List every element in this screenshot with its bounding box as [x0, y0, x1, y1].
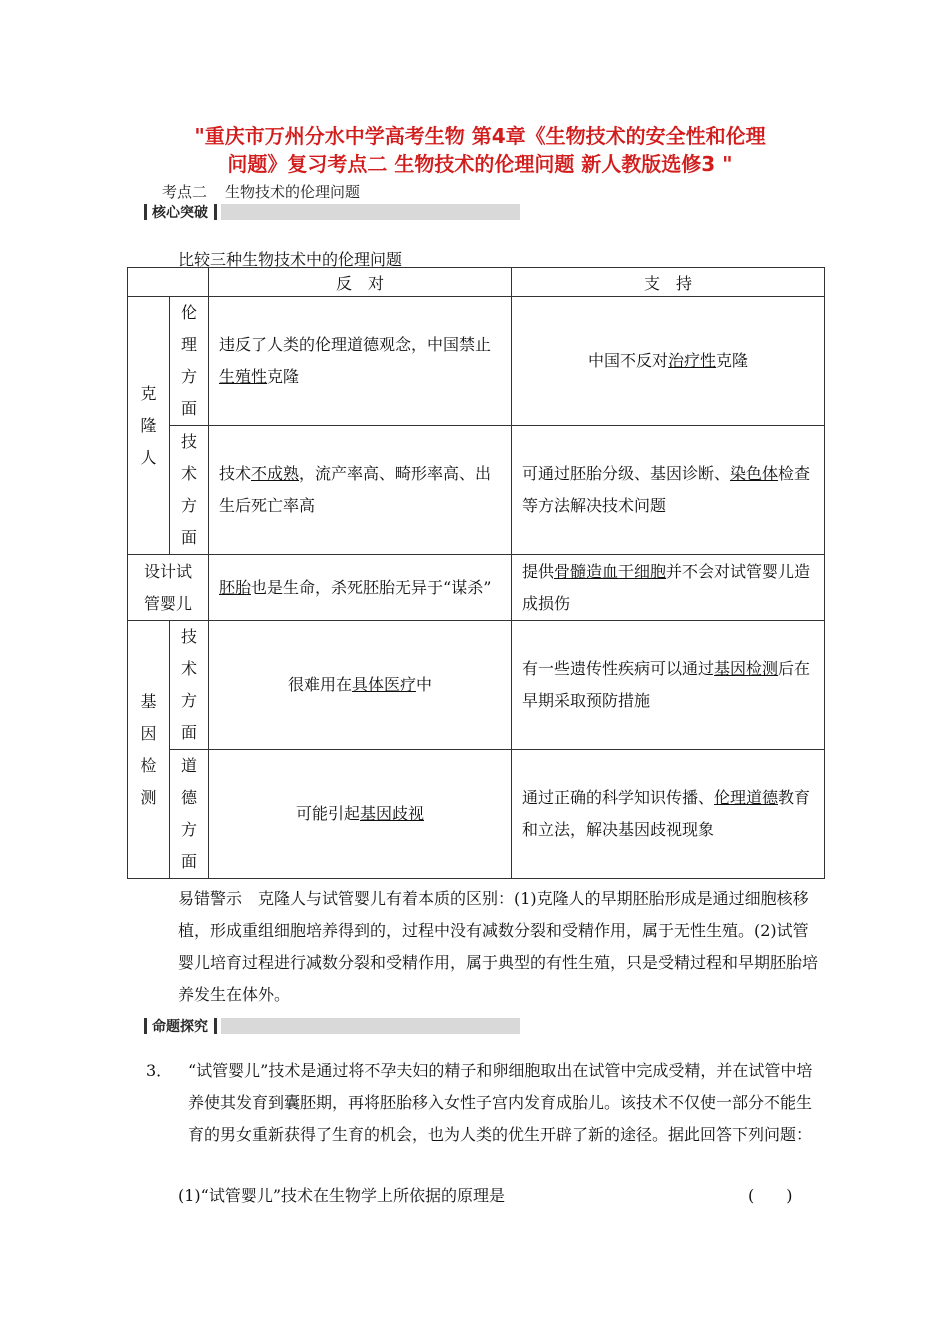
header-empty-cell [128, 268, 209, 297]
clone-ethics-support-b: 治疗性 [667, 351, 716, 370]
gene-tech-oppose-b: 具体医疗 [351, 675, 416, 694]
clone-tech-support-c: 检查等方法解决技术问题 [522, 464, 811, 515]
answer-blank[interactable]: ( ) [748, 1186, 793, 1205]
banner-bar-icon [144, 204, 147, 220]
gene-moral-oppose-a: 可能引起 [295, 804, 360, 823]
table-row [128, 297, 825, 426]
clone-label: 克隆人 [140, 383, 157, 467]
gene-label: 基因检测 [140, 691, 157, 807]
question-text: “试管婴儿”技术是通过将不孕夫妇的精子和卵细胞取出在试管中完成受精，并在试管中培养使其发育到囊胚期，再将胚胎移入女性子宫内发育成胎儿。该技术不仅使一部分不能生育的男女重新获得了生育的机会，也为人类的优生开辟了新的途径。据此回答下列问题： [188, 1061, 813, 1144]
section-subheading [162, 181, 360, 202]
warning-paragraph: 易错警示 克隆人与试管婴儿有着本质的区别：(1)克隆人的早期胚胎形成是通过细胞核移植，形成重组细胞培养得到的，过程中没有减数分裂和受精作用，属于无性生殖。(2)试管婴儿培育过程进行减数分裂和受精作用，属于典型的有性生殖，只是受精过程和早期胚胎培养发生在体外。 [178, 889, 819, 1004]
table-header-row [128, 268, 825, 297]
clone-tech-support-b: 染色体 [730, 464, 779, 483]
clone-tech-oppose [209, 426, 512, 555]
design-support-a: 提供 [522, 561, 555, 581]
design-support-b: 骨髓造血干细胞 [554, 561, 667, 581]
design-label: 设计试管婴儿 [143, 561, 192, 613]
banner-core-breakthrough [144, 203, 520, 221]
banner-fill [221, 1018, 520, 1034]
clone-ethics-oppose-b: 生殖性 [219, 367, 268, 386]
clone-label-cell [128, 297, 170, 555]
clone-ethics-label: 伦理方面 [181, 303, 198, 418]
gene-moral-oppose-b: 基因歧视 [360, 804, 425, 823]
banner-fill [221, 204, 520, 220]
clone-tech-support-a: 可通过胚胎分级、基因诊断、 [522, 464, 731, 483]
gene-moral-oppose [209, 750, 512, 879]
clone-tech-label: 技术方面 [181, 432, 198, 547]
gene-moral-label-cell [170, 750, 209, 879]
clone-ethics-oppose [209, 297, 512, 426]
table-row [128, 750, 825, 879]
banner-bar-icon [214, 1018, 217, 1034]
banner-bar-icon [144, 1018, 147, 1034]
gene-tech-support-a: 有一些遗传性疾病可以通过 [522, 659, 715, 678]
clone-ethics-oppose-c: 克隆 [267, 367, 300, 386]
clone-tech-oppose-c: ，流产率高、畸形率高、出生后死亡率高 [219, 464, 492, 515]
clone-tech-oppose-a: 技术 [219, 464, 252, 483]
clone-ethics-oppose-a: 违反了人类的伦理道德观念，中国禁止 [219, 335, 492, 354]
design-oppose-a: 胚胎 [219, 577, 252, 597]
banner-label: 核心突破 [152, 205, 208, 221]
gene-tech-label-cell [170, 621, 209, 750]
gene-tech-support [512, 621, 825, 750]
gene-label-cell [128, 621, 170, 879]
clone-ethics-support-c: 克隆 [716, 351, 749, 370]
gene-tech-oppose [209, 621, 512, 750]
table-caption: 比较三种生物技术中的伦理问题 [178, 250, 403, 269]
gene-tech-label: 技术方面 [181, 627, 198, 742]
table-row [128, 426, 825, 555]
table-row [128, 621, 825, 750]
design-oppose [209, 555, 512, 621]
question-3 [146, 1055, 818, 1151]
ethics-comparison-table [127, 267, 825, 879]
gene-moral-label: 道德方面 [181, 756, 198, 871]
gene-moral-support-a: 通过正确的科学知识传播、 [522, 788, 715, 807]
gene-moral-support-c: 教育和立法，解决基因歧视现象 [522, 788, 811, 839]
gene-tech-support-c: 后在早期采取预防措施 [522, 659, 811, 710]
banner-bar-icon [214, 204, 217, 220]
subheading-text: 生物技术的伦理问题 [225, 183, 361, 201]
table-row [128, 555, 825, 621]
question-number: 3． [146, 1061, 173, 1080]
clone-tech-oppose-b: 不成熟 [251, 464, 300, 483]
title-line-1: "重庆市万州分水中学高考生物 第4章《生物技术的安全性和伦理 [194, 124, 766, 148]
design-oppose-b: 也是生命，杀死胚胎无异于“谋杀” [251, 577, 492, 597]
subheading-prefix: 考点二 [162, 183, 208, 201]
gene-moral-support [512, 750, 825, 879]
sub-question-1: (1)“试管婴儿”技术在生物学上所依据的原理是 [178, 1186, 506, 1205]
gene-moral-support-b: 伦理道德 [714, 788, 779, 807]
clone-tech-label-cell [170, 426, 209, 555]
design-support-c: 并不会对试管婴儿造成损伤 [522, 561, 811, 613]
gene-tech-oppose-c: 中 [416, 675, 433, 694]
document-title [130, 122, 830, 178]
gene-tech-oppose-a: 很难用在 [287, 675, 352, 694]
clone-ethics-label-cell [170, 297, 209, 426]
gene-tech-support-b: 基因检测 [714, 659, 779, 678]
banner-question-exploration [144, 1017, 520, 1035]
banner-label: 命题探究 [152, 1019, 208, 1035]
design-label-cell [128, 555, 209, 621]
clone-ethics-support [512, 297, 825, 426]
title-line-2: 问题》复习考点二 生物技术的伦理问题 新人教版选修3 " [227, 152, 733, 176]
header-oppose: 反 对 [209, 268, 512, 297]
design-support [512, 555, 825, 621]
clone-ethics-support-a: 中国不反对 [587, 351, 668, 370]
clone-tech-support [512, 426, 825, 555]
header-support: 支 持 [512, 268, 825, 297]
